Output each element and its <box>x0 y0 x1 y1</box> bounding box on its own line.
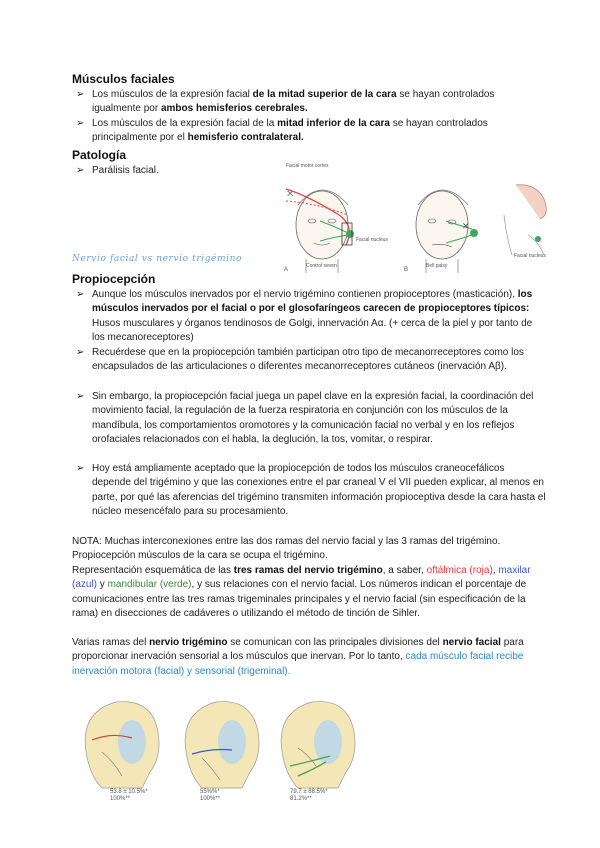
skull-ophthalmic-illustration <box>85 702 159 788</box>
face-b-illustration <box>416 190 468 273</box>
bullet-patologia-1: ➢ Parálisis facial. <box>76 164 246 178</box>
arrow-bullet-icon: ➢ <box>76 118 85 129</box>
caption-ophthalmic: 53.8 ± 10.5%* 100%** <box>110 789 148 802</box>
caption-mandibular: 79.7 ± 88.5%* 81.2%** <box>290 789 328 802</box>
label-control-seven: Control seven <box>306 263 337 269</box>
heading-musculos-faciales: Músculos faciales <box>72 72 175 86</box>
arrow-bullet-icon: ➢ <box>76 165 85 176</box>
skull-maxillary-illustration <box>185 702 259 788</box>
bullet-propio-2: ➢ Recuérdese que en la propiocepción también participan otro tipo de mecanorreceptores como los encapsulados de las articulaciones o diferentes mecanorreceptores cutáneos (inervación Aβ). <box>76 347 524 373</box>
bullet-propio-4: ➢ Hoy está ampliamente aceptado que la propiocepción de todos los músculos craneocefálicos depende del trigémino y que las conexiones entre el par craneal V el VII pueden explicar, al menos en parte, por qué las aferencias del trigémino transmiten información propioceptiva desde la cara hasta el núcleo mesencéfalo para su procesamiento. <box>76 463 546 518</box>
bullet-propio-1: ➢ Aunque los músculos inervados por el nervio trigémino contienen propioceptores (masticación), los músculos inervados por el facial o por el glosofaríngeos carecen de propioceptores típicos: Husos musculares y órganos tendinosos de Golgi, innervación Aα. (+ cerca de la piel y por tanto de los mecanoreceptores) <box>76 289 533 344</box>
handwritten-title: Nervio facial vs nervio trigémino <box>72 254 243 264</box>
arrow-bullet-icon: ➢ <box>76 89 85 100</box>
label-bell-palsy: Bell palsy <box>426 263 448 269</box>
bullet-propio-3: ➢ Sin embargo, la propiocepción facial juega un papel clave en la expresión facial, la coordinación del movimiento facial, la regulación de la fuerza respiratoria en conjunción con los músculos de la mandíbula, los comportamientos oromotores y la comunicación facial no verbal y en los reflejos orofaciales relacionados con el habla, la deglución, la tos, vomitar, o respirar. <box>76 391 534 446</box>
heading-propiocepcion: Propiocepción <box>72 272 156 286</box>
label-facial-nucleus-b: Facial nucleus <box>514 253 546 259</box>
bullet-musculos-2: ➢ Los músculos de la expresión facial de la mitad inferior de la cara se hayan controlados principalmente por el hemisferio contralateral. <box>76 118 488 144</box>
nota-paragraph: NOTA: Muchas interconexiones entre las dos ramas del nervio facial y las 3 ramas del trigémino. Propiocepción músculos de la cara se ocupa el trigémino. <box>72 536 501 562</box>
facial-nucleus-dot <box>346 230 354 238</box>
highlighted-conclusion: cada músculo facial recibe inervación motora (facial) y sensorial (trigeminal). <box>72 651 524 677</box>
arrow-bullet-icon: ➢ <box>76 463 85 474</box>
partial-side-illustration <box>504 185 546 259</box>
label-facial-nucleus-a: Facial nucleus <box>356 237 388 243</box>
arrow-bullet-icon: ➢ <box>76 347 85 358</box>
arrow-bullet-icon: ➢ <box>76 391 85 402</box>
bullet-musculos-1: ➢ Los músculos de la expresión facial de la mitad superior de la cara se hayan controlados igualmente por ambos hemisferios cerebrales. <box>76 89 495 115</box>
facial-palsy-figure <box>276 155 600 277</box>
svg-text:✕: ✕ <box>462 221 470 231</box>
skull-mandibular-illustration <box>281 702 355 788</box>
caption-maxillary: 55%%* 100%** <box>200 789 221 802</box>
label-b: B <box>404 267 409 273</box>
varias-ramas-paragraph: Varias ramas del nervio trigémino se comunican con las principales divisiones del nervio facial para proporcionar inervación sensorial a los músculos que inervan. Por lo tanto, cada músculo facial recibe inervación motora (facial) y sensorial (trigeminal). <box>72 637 524 677</box>
label-facial-motor-cortex: Facial motor cortex <box>286 163 329 169</box>
svg-text:✕: ✕ <box>286 189 295 200</box>
face-a-illustration <box>296 190 348 273</box>
heading-patologia: Patología <box>72 148 127 162</box>
label-a: A <box>284 267 289 273</box>
representacion-paragraph: Representación esquemática de las tres ramas del nervio trigémino, a saber, oftálmica (roja), maxilar (azul) y mandibular (verde), y sus relaciones con el nervio facial. Los números indican el porcentaje de comunicaciones entre las tres ramas trigeminales principales y el nervio facial (sin especificación de la rama) en disecciones de cadáveres o utilizando el método de tinción de Sihler. <box>72 565 531 620</box>
trigeminal-branches-figure <box>72 692 372 802</box>
arrow-bullet-icon: ➢ <box>76 289 85 300</box>
